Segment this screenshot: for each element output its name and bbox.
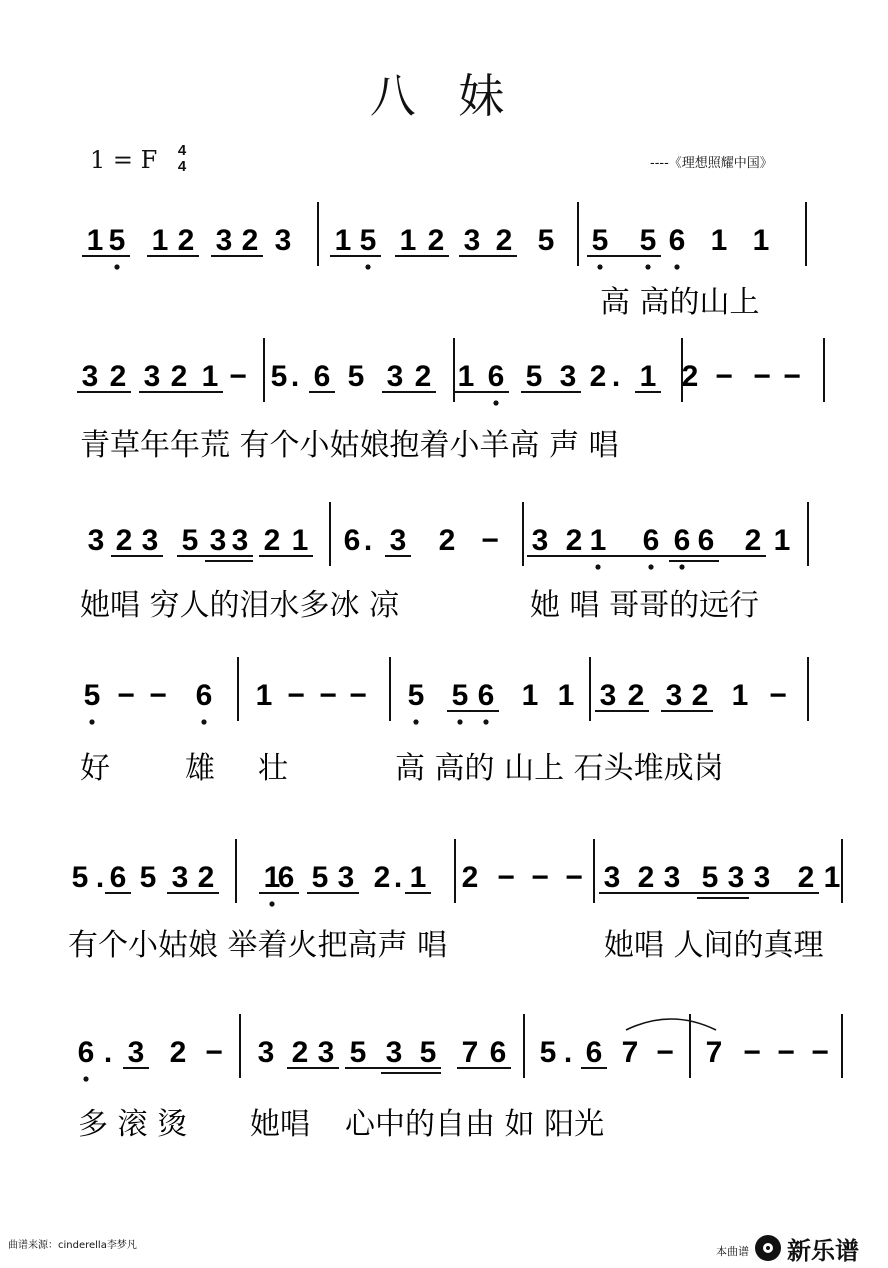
note: 2 xyxy=(637,861,655,894)
note: 2 xyxy=(170,360,188,393)
octave-dot xyxy=(114,264,119,269)
lyric-text: 雄 xyxy=(185,751,215,786)
note: 3 xyxy=(81,360,99,393)
note: 2 xyxy=(565,524,583,557)
note: 2 xyxy=(177,224,195,257)
note: 3 xyxy=(141,524,159,557)
note: 6 xyxy=(673,524,691,557)
dash-mark: − xyxy=(743,1036,761,1069)
note: 3 xyxy=(87,524,105,557)
dash-mark: − xyxy=(481,524,499,557)
octave-dot xyxy=(493,400,498,405)
lyric-text: 她唱 人间的真理 xyxy=(604,928,824,963)
page-title: 八 妹 xyxy=(369,69,519,123)
dash-mark: − xyxy=(349,679,367,712)
note: 3 xyxy=(463,224,481,257)
note: 3 xyxy=(753,861,771,894)
note: 1 xyxy=(86,224,104,257)
dash-mark: − xyxy=(753,360,771,393)
lyric-text: 心中的自由 如 阳光 xyxy=(345,1107,605,1142)
note: 6 xyxy=(77,1036,95,1069)
note: 3 xyxy=(215,224,233,257)
note: 1 xyxy=(399,224,417,257)
note: 6 xyxy=(195,679,213,712)
note: 1 xyxy=(457,360,475,393)
note: 2 xyxy=(373,861,391,894)
octave-dot xyxy=(365,264,370,269)
note: 5 xyxy=(539,1036,557,1069)
dash-mark: − xyxy=(777,1036,795,1069)
note: 7 xyxy=(461,1036,479,1069)
note: 5 xyxy=(419,1036,437,1069)
note: 3 xyxy=(727,861,745,894)
score-line xyxy=(77,338,824,463)
note: 1 xyxy=(521,679,539,712)
dot-mark: . xyxy=(563,1036,573,1069)
note: 3 xyxy=(603,861,621,894)
dash-mark: − xyxy=(783,360,801,393)
note: 2 xyxy=(169,1036,187,1069)
note: 2 xyxy=(109,360,127,393)
tie-slur xyxy=(626,1019,716,1030)
lyric-text: 好 xyxy=(80,751,110,786)
note: 2 xyxy=(414,360,432,393)
dash-mark: − xyxy=(149,679,167,712)
note: 2 xyxy=(744,524,762,557)
note: 1 xyxy=(557,679,575,712)
note: 5 xyxy=(347,360,365,393)
note: 2 xyxy=(241,224,259,257)
note: 1 xyxy=(255,679,273,712)
octave-dot xyxy=(201,719,206,724)
note: 5 xyxy=(71,861,89,894)
note: 5 xyxy=(108,224,126,257)
note: 6 xyxy=(697,524,715,557)
octave-dot xyxy=(679,564,684,569)
note: 6 xyxy=(489,1036,507,1069)
note: 2 xyxy=(681,360,699,393)
lyric-text: 高 高的山上 xyxy=(600,285,760,320)
dash-mark: − xyxy=(205,1036,223,1069)
note: 3 xyxy=(559,360,577,393)
dot-mark: . xyxy=(103,1036,113,1069)
note: 2 xyxy=(115,524,133,557)
note: 6 xyxy=(477,679,495,712)
octave-dot xyxy=(645,264,650,269)
dash-mark: − xyxy=(497,861,515,894)
source-note: ----《理想照耀中国》 xyxy=(650,156,773,171)
dash-mark: − xyxy=(117,679,135,712)
note: 5 xyxy=(311,861,329,894)
dash-mark: − xyxy=(565,861,583,894)
note: 1 xyxy=(710,224,728,257)
note: 1 xyxy=(823,861,841,894)
note: 5 xyxy=(451,679,469,712)
note: 5 xyxy=(525,360,543,393)
brand-prefix: 本曲谱 xyxy=(716,1245,749,1258)
note: 2 xyxy=(438,524,456,557)
note: 1 xyxy=(151,224,169,257)
lyric-text: 她唱 xyxy=(250,1107,310,1142)
note: 3 xyxy=(171,861,189,894)
dash-mark: − xyxy=(287,679,305,712)
score-line xyxy=(68,839,842,963)
score-line xyxy=(82,202,806,320)
dash-mark: − xyxy=(811,1036,829,1069)
note: 6 xyxy=(109,861,127,894)
note: 6 xyxy=(642,524,660,557)
octave-dot xyxy=(413,719,418,724)
note: 6 xyxy=(313,360,331,393)
octave-dot xyxy=(674,264,679,269)
dash-mark: − xyxy=(656,1036,674,1069)
note: 3 xyxy=(599,679,617,712)
note: 3 xyxy=(143,360,161,393)
dash-mark: − xyxy=(229,360,247,393)
brand-mark xyxy=(716,1233,859,1263)
lyric-text: 她 唱 哥哥的远行 xyxy=(530,588,760,623)
brand-name: 新乐谱 xyxy=(787,1236,859,1265)
note: 6 xyxy=(343,524,361,557)
note: 2 xyxy=(495,224,513,257)
note: 5 xyxy=(270,360,288,393)
note: 5 xyxy=(701,861,719,894)
note: 2 xyxy=(427,224,445,257)
note: 3 xyxy=(317,1036,335,1069)
octave-dot xyxy=(483,719,488,724)
dot-mark: . xyxy=(363,524,373,557)
note: 1 xyxy=(201,360,219,393)
note: 7 xyxy=(621,1036,639,1069)
note: 1 xyxy=(291,524,309,557)
time-signature-bottom: 4 xyxy=(177,158,187,175)
note: 3 xyxy=(386,360,404,393)
note: 3 xyxy=(127,1036,145,1069)
note: 6 xyxy=(487,360,505,393)
octave-dot xyxy=(89,719,94,724)
note: 3 xyxy=(337,861,355,894)
note: 2 xyxy=(627,679,645,712)
lyric-text: 有个小姑娘 举着火把高声 唱 xyxy=(68,928,448,963)
lyric-text: 她唱 穷人的泪水多冰 凉 xyxy=(80,588,400,623)
note: 6 xyxy=(585,1036,603,1069)
lyric-text: 多 滚 烫 xyxy=(78,1107,188,1142)
note: 1 xyxy=(773,524,791,557)
note: 3 xyxy=(531,524,549,557)
note: 1 xyxy=(263,861,281,894)
note: 5 xyxy=(139,861,157,894)
lyric-text: 青草年年荒 有个小姑娘抱着小羊高 声 唱 xyxy=(80,428,619,463)
score-line xyxy=(78,1014,842,1142)
note: 6 xyxy=(277,861,295,894)
dot-mark: . xyxy=(611,360,621,393)
dash-mark: − xyxy=(715,360,733,393)
dot-mark: . xyxy=(95,861,105,894)
dash-mark: − xyxy=(769,679,787,712)
note: 5 xyxy=(181,524,199,557)
credit-line: 曲谱来源：cinderella李梦凡 xyxy=(8,1240,137,1251)
note: 5 xyxy=(349,1036,367,1069)
note: 2 xyxy=(197,861,215,894)
octave-dot xyxy=(457,719,462,724)
note: 3 xyxy=(385,1036,403,1069)
dash-mark: − xyxy=(319,679,337,712)
note: 5 xyxy=(359,224,377,257)
octave-dot xyxy=(595,564,600,569)
dot-mark: . xyxy=(393,861,403,894)
note: 1 xyxy=(731,679,749,712)
note: 2 xyxy=(263,524,281,557)
note: 2 xyxy=(461,861,479,894)
note: 5 xyxy=(537,224,555,257)
octave-dot xyxy=(597,264,602,269)
score-line xyxy=(80,657,808,786)
note: 3 xyxy=(209,524,227,557)
note: 2 xyxy=(797,861,815,894)
note: 5 xyxy=(407,679,425,712)
note: 5 xyxy=(639,224,657,257)
note: 1 xyxy=(639,360,657,393)
note: 3 xyxy=(663,861,681,894)
note: 6 xyxy=(668,224,686,257)
dash-mark: − xyxy=(531,861,549,894)
note: 3 xyxy=(665,679,683,712)
note: 3 xyxy=(257,1036,275,1069)
note: 2 xyxy=(589,360,607,393)
note: 5 xyxy=(591,224,609,257)
record-logo-icon xyxy=(755,1235,781,1261)
note: 5 xyxy=(83,679,101,712)
note: 1 xyxy=(589,524,607,557)
octave-dot xyxy=(648,564,653,569)
note: 3 xyxy=(231,524,249,557)
note: 3 xyxy=(274,224,292,257)
note: 7 xyxy=(705,1036,723,1069)
note: 1 xyxy=(334,224,352,257)
dot-mark: . xyxy=(290,360,300,393)
note: 3 xyxy=(389,524,407,557)
key-signature: 1 = F xyxy=(90,146,158,174)
note: 1 xyxy=(409,861,427,894)
note: 1 xyxy=(752,224,770,257)
note: 2 xyxy=(691,679,709,712)
time-signature-top: 4 xyxy=(177,142,187,159)
lyric-text: 高 高的 山上 石头堆成岗 xyxy=(395,751,724,786)
lyric-text: 壮 xyxy=(258,751,288,786)
score-line xyxy=(80,502,808,623)
note: 2 xyxy=(291,1036,309,1069)
octave-dot xyxy=(83,1076,88,1081)
octave-dot xyxy=(269,901,274,906)
